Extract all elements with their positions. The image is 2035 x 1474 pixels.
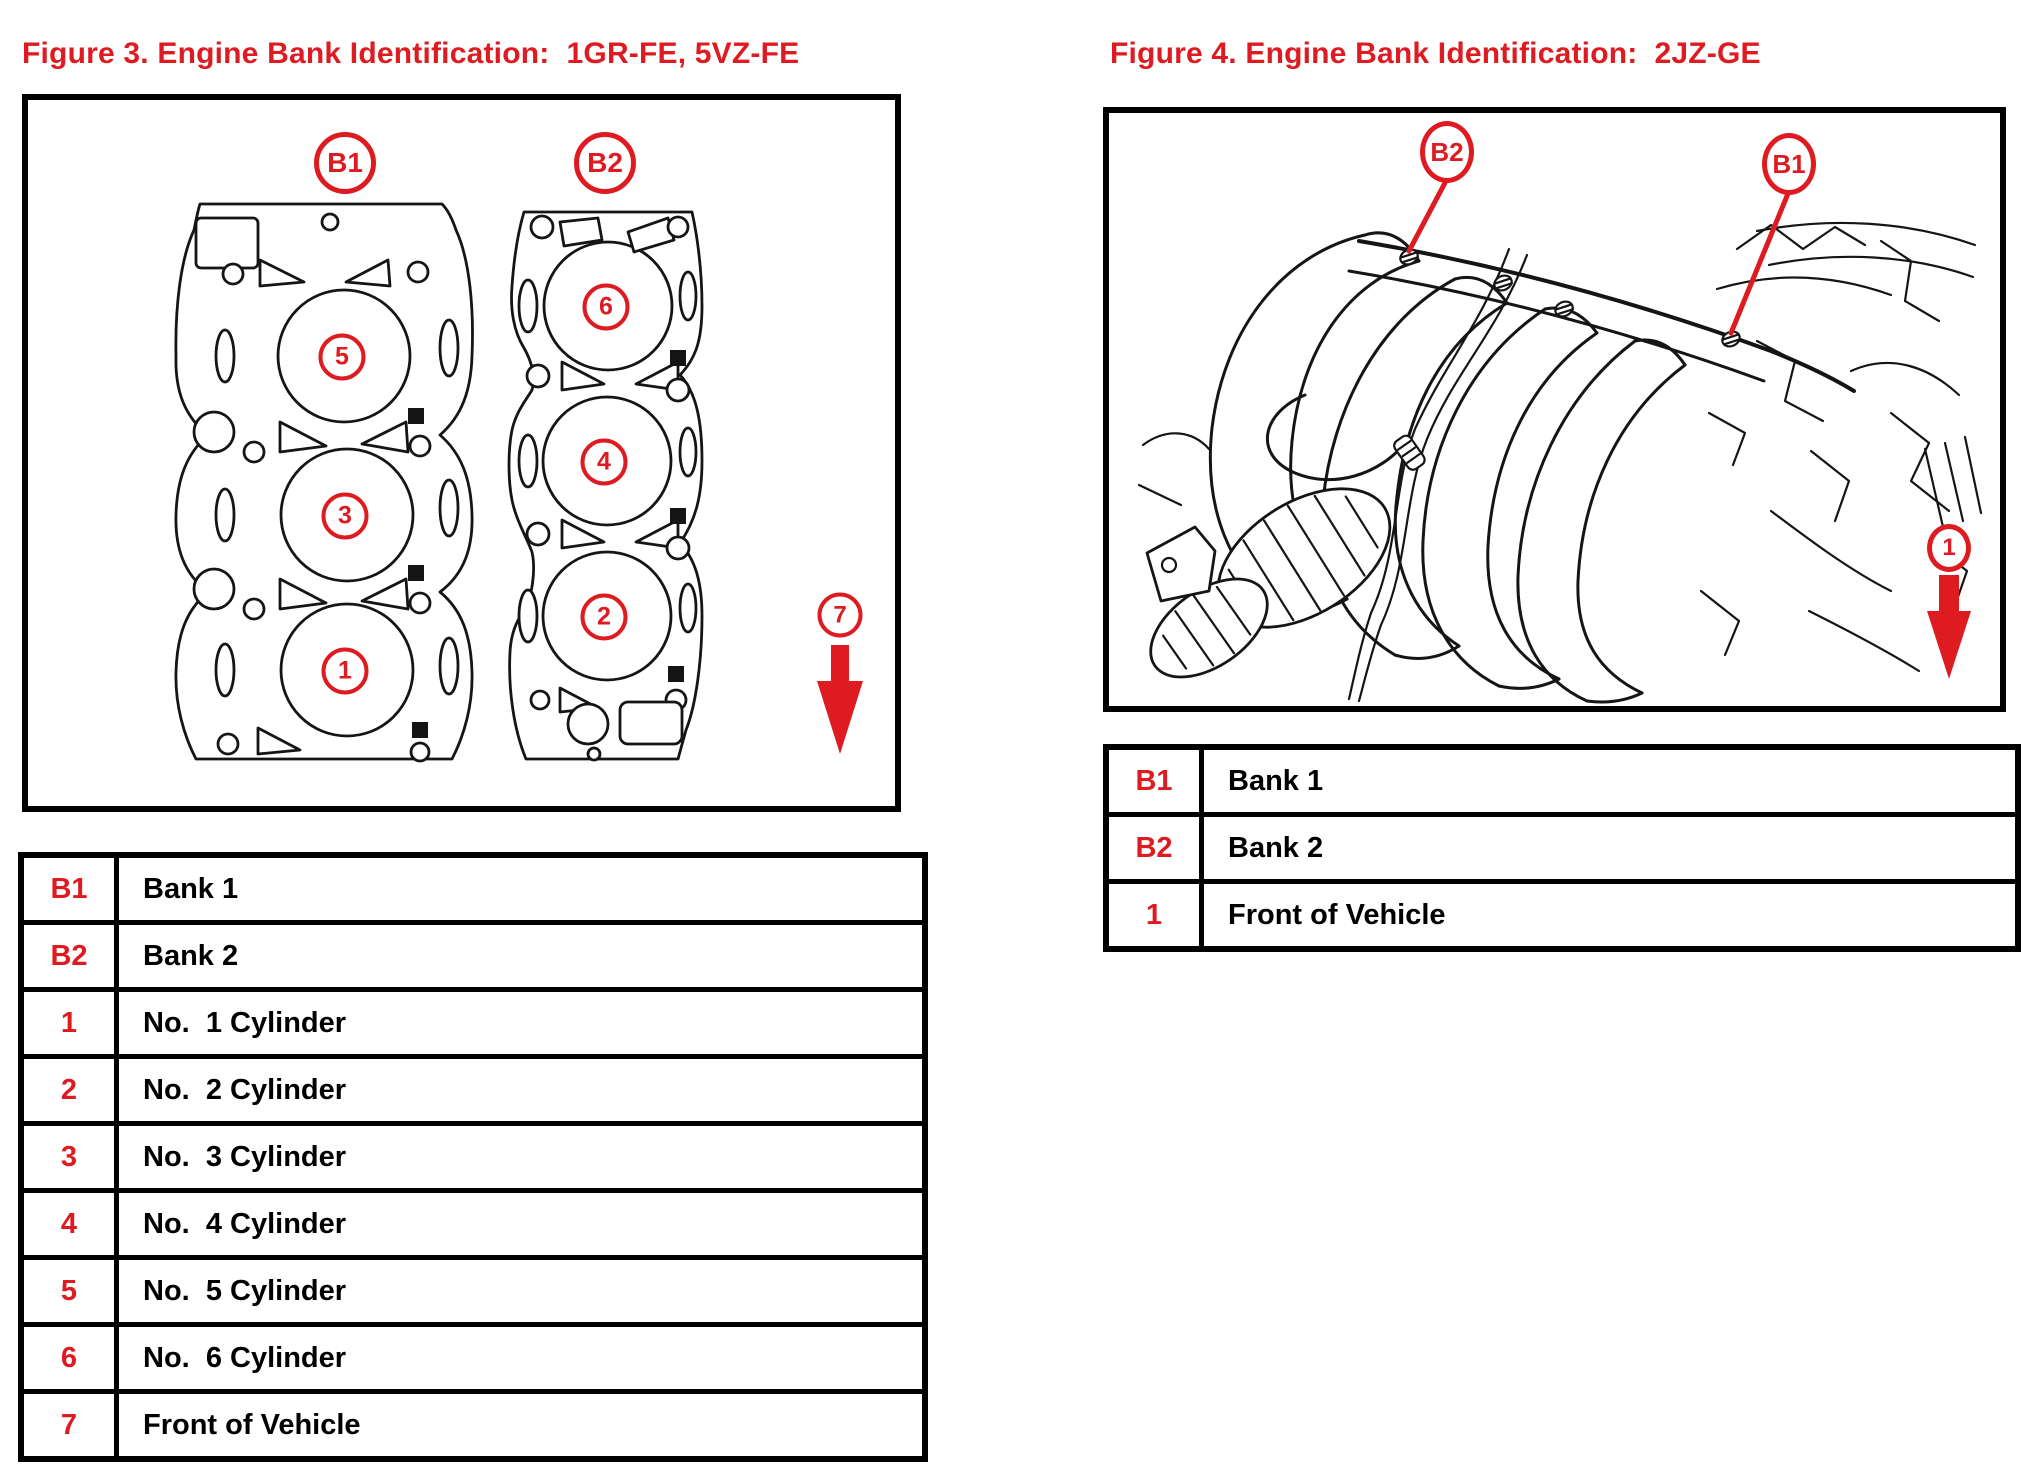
legend-key-cell: 2 bbox=[21, 1057, 117, 1124]
front-of-vehicle-arrow bbox=[1927, 575, 1971, 679]
figure4-title: Figure 4. Engine Bank Identification: 2JZ-GE bbox=[1110, 37, 1761, 70]
bank1-callout: B1 bbox=[1762, 133, 1816, 195]
front-of-vehicle-arrow bbox=[817, 645, 863, 754]
legend-desc-cell: No. 1 Cylinder bbox=[117, 990, 926, 1057]
legend-key-cell: B2 bbox=[21, 923, 117, 990]
legend-row bbox=[21, 1325, 925, 1392]
cylinder-6-callout: 6 bbox=[583, 284, 630, 331]
figure3-title: Figure 3. Engine Bank Identification: 1GR-FE, 5VZ-FE bbox=[22, 37, 800, 70]
front-arrow-label-1: 1 bbox=[1927, 524, 1971, 572]
legend-desc-cell: No. 6 Cylinder bbox=[117, 1325, 926, 1392]
bank2-callout: B2 bbox=[1420, 121, 1474, 183]
legend-desc-cell: No. 3 Cylinder bbox=[117, 1124, 926, 1191]
cylinder-1-callout: 1 bbox=[322, 648, 369, 695]
legend-desc-cell: Front of Vehicle bbox=[1202, 882, 2019, 950]
legend-row bbox=[1106, 747, 2018, 815]
legend-desc-cell: Bank 2 bbox=[1202, 815, 2019, 882]
manifold-runners bbox=[1210, 233, 1854, 702]
legend-row bbox=[21, 990, 925, 1057]
legend-row bbox=[21, 923, 925, 990]
legend-row bbox=[21, 1124, 925, 1191]
legend-key-cell: B1 bbox=[1106, 747, 1202, 815]
cylinder-4-callout: 4 bbox=[581, 439, 628, 486]
head-gasket-drawing bbox=[28, 100, 895, 806]
legend-row bbox=[21, 1191, 925, 1258]
legend-row bbox=[1106, 815, 2018, 882]
legend-key-cell: 1 bbox=[21, 990, 117, 1057]
legend-desc-cell: Bank 1 bbox=[117, 855, 926, 923]
legend-key-cell: 6 bbox=[21, 1325, 117, 1392]
cylinder-5-callout: 5 bbox=[319, 334, 366, 381]
front-arrow-label-7: 7 bbox=[818, 593, 863, 638]
flange-bolts bbox=[1398, 247, 1742, 349]
legend-desc-cell: No. 2 Cylinder bbox=[117, 1057, 926, 1124]
figure3-diagram-frame bbox=[22, 94, 901, 812]
legend-row bbox=[21, 1258, 925, 1325]
catalytic-converter bbox=[1133, 460, 1414, 697]
legend-row bbox=[21, 1392, 925, 1460]
legend-desc-cell: Bank 1 bbox=[1202, 747, 2019, 815]
legend-desc-cell: Front of Vehicle bbox=[117, 1392, 926, 1460]
cylinder-3-callout: 3 bbox=[322, 493, 369, 540]
figure4-diagram-frame bbox=[1103, 107, 2006, 712]
bank1-callout: B1 bbox=[314, 132, 376, 194]
legend-desc-cell: No. 5 Cylinder bbox=[117, 1258, 926, 1325]
legend-desc-cell: Bank 2 bbox=[117, 923, 926, 990]
legend-key-cell: 5 bbox=[21, 1258, 117, 1325]
bank2-leader-line bbox=[1409, 179, 1447, 251]
legend-key-cell: 3 bbox=[21, 1124, 117, 1191]
legend-desc-cell: No. 4 Cylinder bbox=[117, 1191, 926, 1258]
legend-row bbox=[1106, 882, 2018, 950]
legend-key-cell: 7 bbox=[21, 1392, 117, 1460]
legend-row bbox=[21, 855, 925, 923]
bank2-callout: B2 bbox=[574, 132, 636, 194]
legend-key-cell: B1 bbox=[21, 855, 117, 923]
cylinder-2-callout: 2 bbox=[581, 594, 628, 641]
legend-key-cell: 4 bbox=[21, 1191, 117, 1258]
legend-key-cell: 1 bbox=[1106, 882, 1202, 950]
figure3-legend-table bbox=[18, 852, 928, 1462]
figure4-legend-table bbox=[1103, 744, 2021, 952]
legend-key-cell: B2 bbox=[1106, 815, 1202, 882]
legend-row bbox=[21, 1057, 925, 1124]
exhaust-manifold-drawing bbox=[1109, 113, 2000, 706]
